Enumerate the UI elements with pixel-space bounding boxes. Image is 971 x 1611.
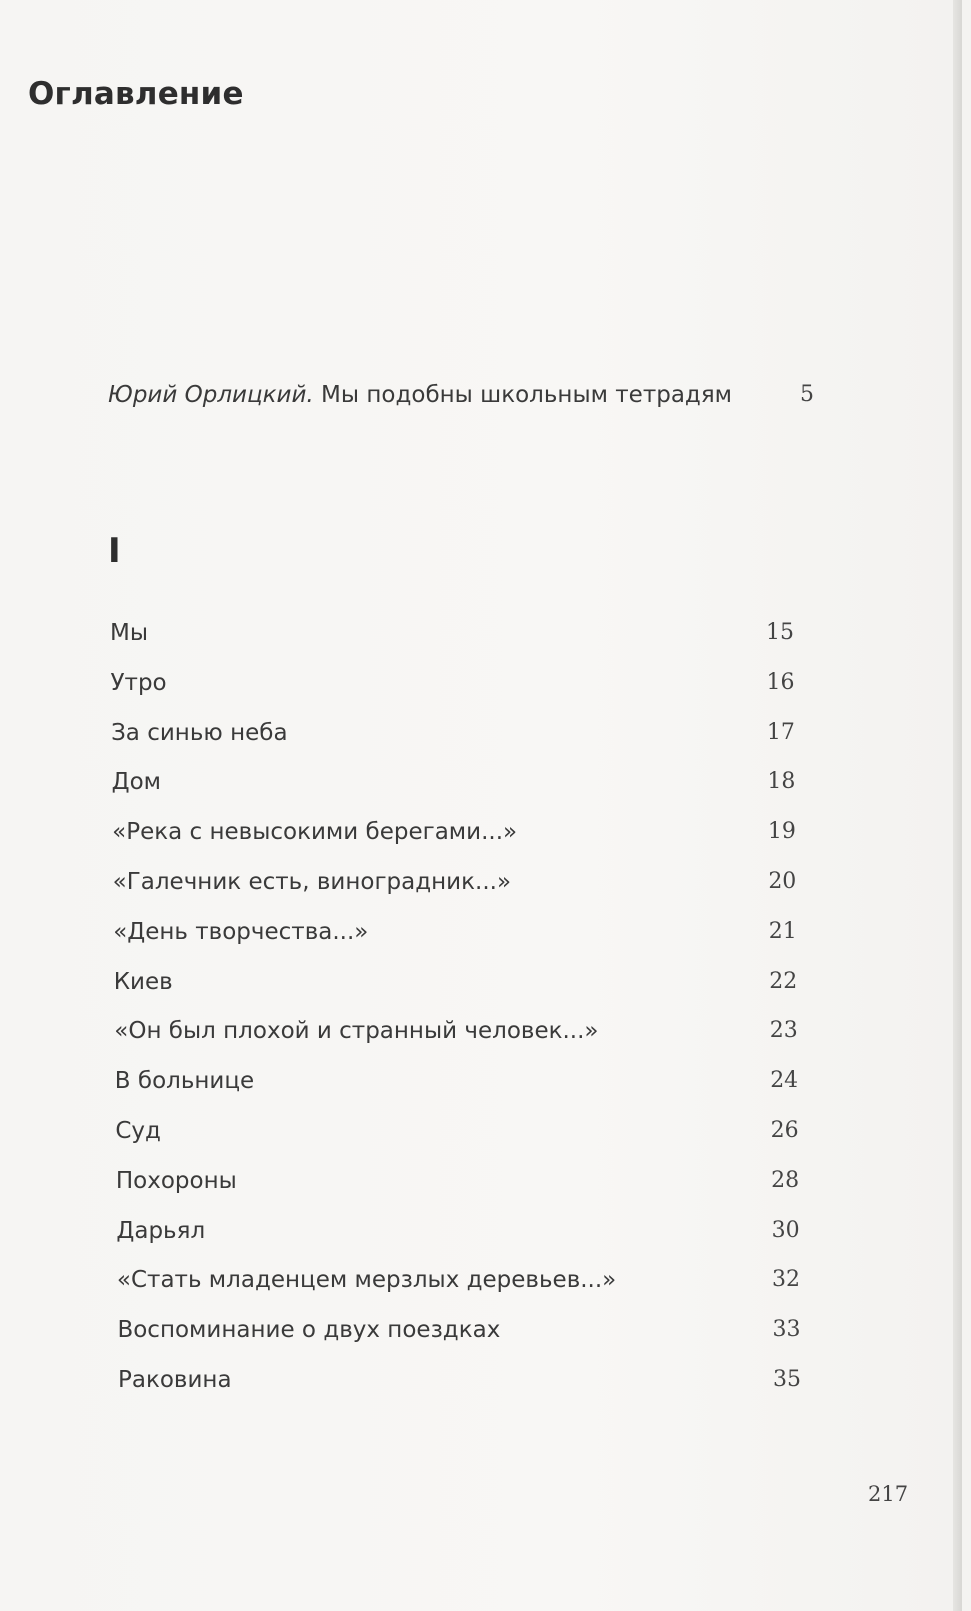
intro-title: Мы подобны школьным тетрадям [313,382,733,408]
toc-entry [118,1367,801,1399]
toc-entry-title: За синью неба [111,719,288,746]
toc-entry-title: Похороны [115,1167,237,1194]
toc-entry-title: Воспоминание о двух поездках [117,1317,501,1344]
toc-entry [116,1168,799,1200]
toc-entry-page: 18 [767,769,796,795]
intro-author: Юрий Орлицкий. [108,382,314,408]
section-numeral: I [108,531,121,571]
toc-entry-page: 32 [772,1267,801,1293]
toc-entry [110,620,794,652]
toc-entry-title: «Галечник есть, виноградник...» [112,869,512,895]
toc-entry-page: 16 [766,669,795,695]
toc-entry [113,919,797,951]
toc-entry-title: Дом [111,769,161,796]
toc-entry-page: 20 [768,869,797,894]
toc-entry-page: 17 [766,719,795,745]
toc-entry-title: Утро [110,669,167,696]
toc-entry [115,1118,798,1150]
toc-entry [114,1018,797,1050]
intro-page-number: 5 [800,382,814,407]
toc-entry-page: 24 [770,1068,799,1094]
toc-entry-title: «Стать младенцем мерзлых деревьев...» [116,1267,617,1294]
toc-entry [116,1218,799,1250]
toc-entry-title: В больнице [114,1068,255,1095]
toc-entry-page: 23 [769,1018,798,1044]
toc-entry-page: 15 [766,620,794,645]
toc-entry-title: Суд [115,1118,161,1144]
toc-entry-page: 33 [772,1317,801,1343]
toc-entry-page: 30 [771,1217,800,1243]
toc-entry-title: «День творчества...» [113,918,369,945]
toc-entry-page: 35 [773,1367,801,1392]
toc-entry [115,1068,798,1100]
toc-entry-title: Мы [110,620,149,646]
toc-entry [114,969,798,1001]
toc-heading: Оглавление [28,76,244,112]
toc-entry-page: 26 [770,1118,799,1143]
toc-entry [111,720,795,752]
toc-entry [117,1317,800,1349]
toc-entry-title: Киев [113,968,173,995]
page-folio-number: 217 [868,1482,909,1506]
toc-entry-title: Раковина [118,1367,232,1393]
toc-entry-title: Дарьял [116,1217,206,1244]
toc-entry [117,1267,800,1299]
toc-entry [112,819,796,851]
toc-entry-title: «Река с невысокими берегами...» [112,819,518,846]
toc-entry [113,869,797,901]
toc-entry-page: 19 [767,819,796,845]
toc-entry-page: 22 [769,968,798,994]
toc-entry [112,769,796,801]
toc-entry-page: 28 [771,1167,800,1193]
toc-entry [111,670,795,702]
toc-entry-title: «Он был плохой и странный человек...» [114,1018,599,1045]
toc-entry-page: 21 [768,918,797,944]
